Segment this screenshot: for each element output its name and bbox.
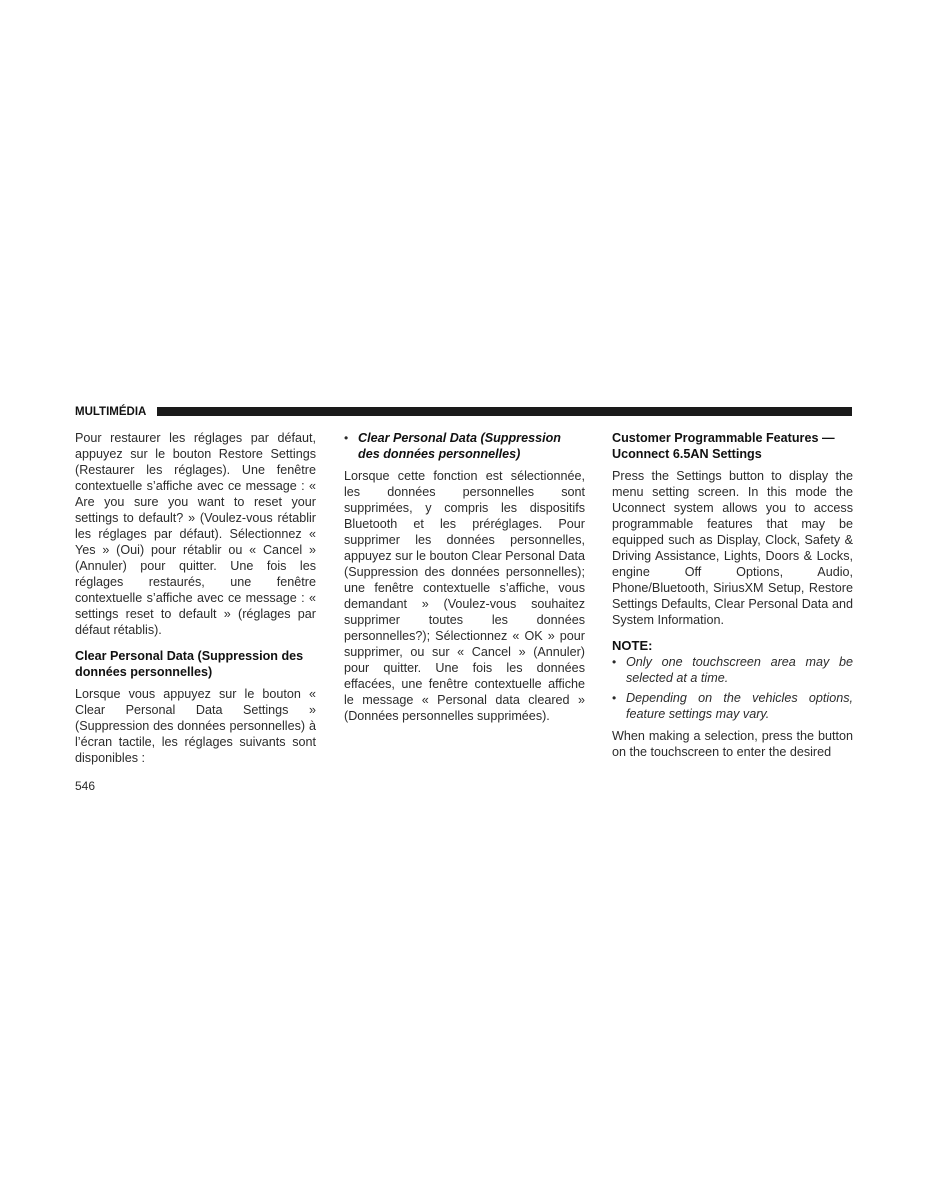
heading-clear-personal-data: Clear Personal Data (Suppression des données personnelles) xyxy=(75,649,304,679)
header-rule xyxy=(157,407,852,416)
note-title: NOTE: xyxy=(612,638,653,653)
heading-customer-programmable-features: Customer Programmable Features — Uconnect 6.5AN Settings xyxy=(612,431,835,461)
bullet-heading xyxy=(344,430,585,462)
paragraph-making-selection: When making a selection, press the button on the touchscreen to enter the desired xyxy=(612,729,853,759)
note-item xyxy=(612,654,853,686)
column-right xyxy=(612,430,853,760)
note-item-text: Only one touchscreen area may be selected at a time. xyxy=(626,655,853,685)
note-item-text: Depending on the vehicles options, feature settings may vary. xyxy=(626,691,853,721)
bullet-heading-text: Clear Personal Data (Suppression des données personnelles) xyxy=(358,431,561,461)
column-left xyxy=(75,430,316,766)
bullet-icon: • xyxy=(612,655,617,669)
paragraph-clear-personal-data-intro: Lorsque vous appuyez sur le bouton « Clear Personal Data Settings » (Suppression des données personnelles) à l’écran tactile, les réglages suivants sont disponibles : xyxy=(75,687,316,765)
bullet-icon: • xyxy=(612,691,617,705)
section-header xyxy=(75,405,852,419)
note-item xyxy=(612,690,853,722)
paragraph-restore-settings: Pour restaurer les réglages par défaut, appuyez sur le bouton Restore Settings (Restaurer les réglages). Une fenêtre contextuelle s’affiche avec ce message : « Are you sure you want to reset your settings to default? » (Voulez-vous rétablir les réglages par défaut). Sélectionnez « Yes » (Oui) pour rétablir ou « Cancel » (Annuler) pour quitter. Une fois les réglages restaurés, une fenêtre contextuelle s’affiche avec ce message : « settings reset to default » (réglages par défaut rétablis). xyxy=(75,431,316,637)
bullet-icon: • xyxy=(344,431,349,445)
paragraph-clear-personal-data-function: Lorsque cette fonction est sélectionnée, les données personnelles sont supprimées, y compris les dispositifs Bluetooth et les préréglages. Pour supprimer les données personnelles, appuyez sur le bouton Clear Personal Data (Suppression des données personnelles); une fenêtre contextuelle s’affiche, vous demandant » (Voulez-vous souhaitez supprimer toutes les données personnelles?); Sélectionnez « OK » pour supprimer, ou sur « Cancel » (Annuler) pour quitter. Une fois les données effacées, une fenêtre contextuelle affiche le message « Personal data cleared » (Données personnelles supprimées). xyxy=(344,469,585,723)
paragraph-settings-menu: Press the Settings button to display the menu setting screen. In this mode the Uconnect system allows you to access programmable features that may be equipped such as Display, Clock, Safety & Driving Assistance, Lights, Doors & Locks, engine Off Options, Audio, Phone/Bluetooth, SiriusXM Setup, Restore Settings Defaults, Clear Personal Data and System Information. xyxy=(612,469,853,627)
page-number: 546 xyxy=(75,779,96,793)
column-middle xyxy=(344,430,585,724)
section-title: MULTIMÉDIA xyxy=(75,406,147,418)
